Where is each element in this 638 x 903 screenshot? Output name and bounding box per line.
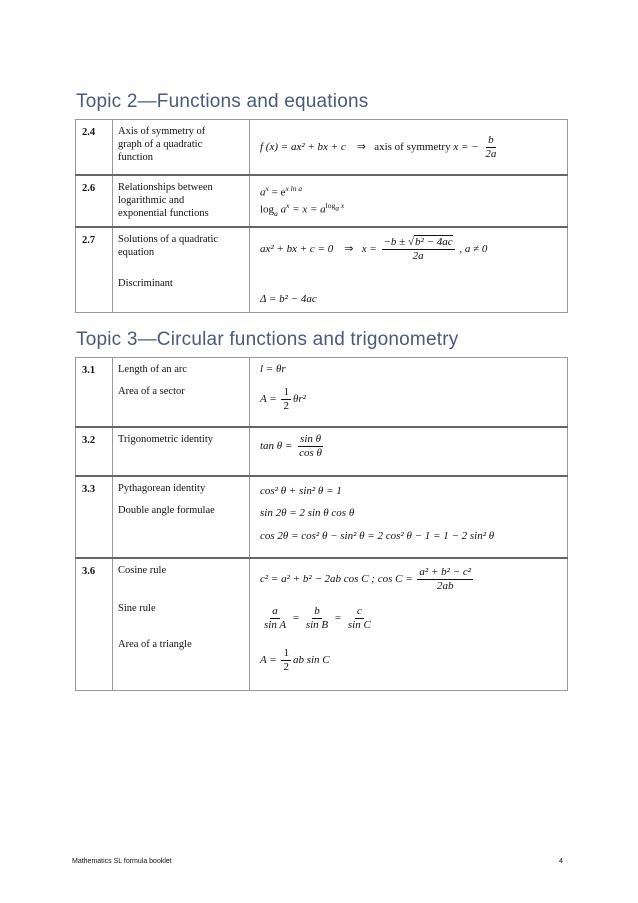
formula-cell [250, 476, 568, 558]
section-number: 2.4 [76, 120, 113, 175]
formula-cell [250, 120, 568, 175]
tan-identity-formula: tan θ = $\frac{\text{sin θ}}{\text{cos θ}}$ [260, 432, 322, 459]
footer-title: Mathematics SL formula booklet [72, 858, 172, 865]
formula-cell [250, 427, 568, 476]
section-description: Axis of symmetry of graph of a quadratic function [113, 120, 250, 175]
log-exp-formula: $\log_a a^x = x = a^{log_a x}$ [260, 200, 345, 218]
topic-2-title: Topic 2—Functions and equations [76, 91, 369, 112]
quadratic-formula: ax² + bx + c = 0 ⇒ x = $\frac{\text{−b ± √b² − 4ac}}{2a}$ , a ≠ 0 [260, 235, 488, 262]
topic-3-table [75, 357, 568, 691]
table-row [76, 476, 568, 558]
section-description: Trigonometric identity [113, 427, 250, 476]
section-number: 3.3 [76, 476, 113, 558]
pythagorean-identity-formula: cos² θ + sin² θ = 1 [260, 484, 342, 497]
cosine-rule-formula: c² = a² + b² − 2ab cos C ; cos C = $\frac{\text{a² + b² − c²}}{2ab}$ [260, 565, 472, 592]
sine-rule-formula: $\frac{a}{\text{sin A}}$ = $\frac{b}{\text{sin B}}$ = $\frac{c}{\text{sin C}}$ [264, 604, 371, 631]
section-description: Cosine rule Sine rule Area of a triangle [113, 558, 250, 691]
section-number: 3.1 [76, 358, 113, 427]
section-number: 2.6 [76, 175, 113, 227]
formula-cell [250, 227, 568, 313]
formula-cell [250, 358, 568, 427]
table-row [76, 120, 568, 175]
section-description: Solutions of a quadratic equation Discriminant [113, 227, 250, 313]
table-row [76, 558, 568, 691]
triangle-area-formula: A = $\frac{1}{2}$ ab sin C [260, 646, 330, 673]
section-number: 3.6 [76, 558, 113, 691]
formula-cell [250, 175, 568, 227]
axis-symmetry-formula: f (x) = ax² + bx + c ⇒ axis of symmetry x = − $\frac{b}{2a}$ [260, 134, 497, 160]
topic-2-table [75, 119, 568, 313]
exp-log-formula: $a^x = e^{x ln a}$ [260, 183, 303, 199]
section-number: 3.2 [76, 427, 113, 476]
cos-double-angle-formula: cos 2θ = cos² θ − sin² θ = 2 cos² θ − 1 = 1 − 2 sin² θ [260, 529, 495, 542]
arc-length-formula: l = θr [260, 363, 286, 375]
section-description: Length of an arc Area of a sector [113, 358, 250, 427]
discriminant-formula: Δ = b² − 4ac [260, 292, 317, 305]
table-row [76, 227, 568, 313]
section-number: 2.7 [76, 227, 113, 313]
sin-double-angle-formula: sin 2θ = 2 sin θ cos θ [260, 506, 355, 519]
table-row [76, 427, 568, 476]
table-row [76, 358, 568, 427]
section-description: Relationships between logarithmic and exponential functions [113, 175, 250, 227]
table-row [76, 175, 568, 227]
sector-area-formula: A = $\frac{1}{2}$ θr² [260, 386, 306, 412]
page-number: 4 [559, 858, 563, 865]
topic-3-title: Topic 3—Circular functions and trigonometry [76, 329, 459, 350]
formula-cell [250, 558, 568, 691]
section-description: Pythagorean identity Double angle formulae [113, 476, 250, 558]
